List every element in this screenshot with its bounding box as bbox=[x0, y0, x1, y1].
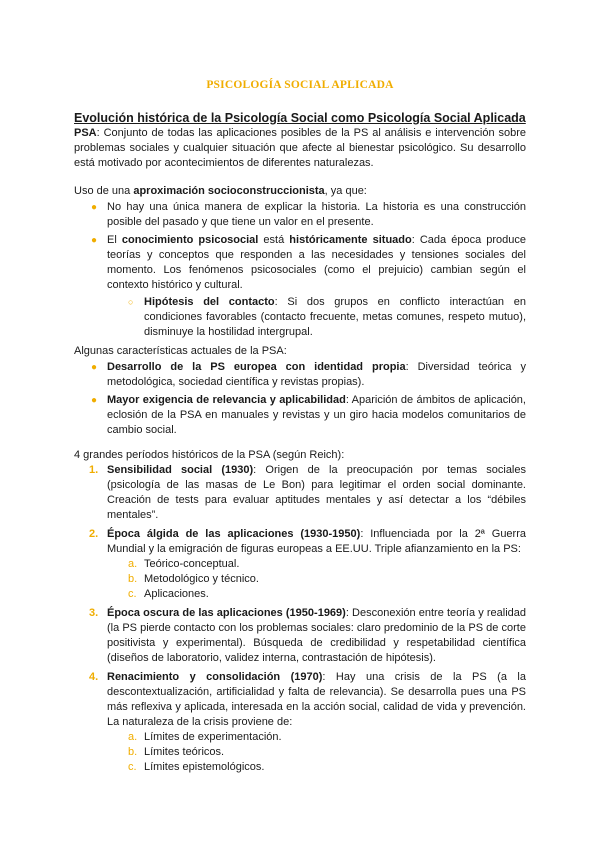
document-title: PSICOLOGÍA SOCIAL APLICADA bbox=[206, 79, 394, 91]
list-item: 3. Época oscura de las aplicaciones (1950-1969): Desconexión entre teoría y realidad (la PS pierde contacto con los problemas sociales: claro predominio de la PS de corte positivista y experimental). Búsqueda de credibilidad y respetabilidad científica (diseños de laboratorio, validez interna, contrastación de hipótesis). bbox=[89, 607, 526, 664]
approach-lead: Uso de una aproximación socioconstruccionista, ya que: bbox=[74, 185, 367, 197]
periods-list bbox=[74, 463, 526, 775]
features-lead: Algunas características actuales de la PSA: bbox=[74, 345, 287, 357]
list-item: b. Límites teóricos. bbox=[128, 746, 225, 758]
list-item: ● No hay una única manera de explicar la historia. La historia es una construcción posible del pasado y que tiene un valor en el presente. bbox=[91, 201, 526, 228]
list-item: 1. Sensibilidad social (1930): Origen de la preocupación por temas sociales (psicología de las masas de Le Bon) para legitimar el orden social dominante. Creación de tests para evaluar aptitudes mentales y así detectar a los “débiles mentales”. bbox=[89, 464, 526, 521]
approach-bullet-list bbox=[74, 200, 526, 340]
list-item: c. Límites epistemológicos. bbox=[128, 761, 265, 773]
circle-bullet-icon: ○ bbox=[128, 297, 134, 307]
list-item: b. Metodológico y técnico. bbox=[128, 573, 259, 585]
intro-paragraph bbox=[74, 126, 526, 171]
section-heading: Evolución histórica de la Psicología Social como Psicología Social Aplicada bbox=[74, 111, 526, 125]
list-item: 2. Época álgida de las aplicaciones (1930-1950): Influenciada por la 2ª Guerra Mundial y la emigración de figuras europeas a EE.UU. Triple afianzamiento en la PS: bbox=[89, 528, 526, 555]
intro-term: PSA bbox=[74, 127, 97, 139]
list-item: c. Aplicaciones. bbox=[128, 588, 209, 600]
list-item: 4. Renacimiento y consolidación (1970): Hay una crisis de la PS (a la descontextualización, artificialidad y falta de relevancia). Se desarrolla pues una PS más reflexiva y aplicada, interesada en la acción social, calidad de vida y prevención. La naturaleza de la crisis proviene de: bbox=[89, 671, 526, 728]
bullet-icon: ● bbox=[91, 235, 98, 246]
list-item: ○ Hipótesis del contacto: Si dos grupos en conflicto interactúan en condiciones favorables (contacto frecuente, metas comunes, respeto mutuo), disminuye la hostilidad intergrupal. bbox=[128, 296, 526, 338]
approach-bold: aproximación socioconstruccionista bbox=[133, 185, 325, 197]
features-bullet-list bbox=[74, 360, 526, 438]
periods-lead: 4 grandes períodos históricos de la PSA (según Reich): bbox=[74, 449, 345, 461]
bullet-icon: ● bbox=[91, 395, 98, 406]
list-item: ● El conocimiento psicosocial está históricamente situado: Cada época produce teorías y conceptos que responden a las necesidades y tensiones sociales del momento. Los fenómenos psicosociales (como el prejuicio) cambian según el contexto histórico y cultural. bbox=[91, 234, 527, 291]
list-item: a. Teórico-conceptual. bbox=[128, 558, 240, 570]
list-item: a. Límites de experimentación. bbox=[128, 731, 282, 743]
bullet-icon: ● bbox=[91, 202, 98, 213]
bullet-icon: ● bbox=[91, 362, 98, 373]
intro-text: : Conjunto de todas las aplicaciones posibles de la PS al análisis e intervención sobre problemas sociales y cualquier situación que afecte al bienestar psicológico. Su desarrollo está motivado por acontecimientos de diferentes naturalezas. bbox=[74, 127, 526, 169]
list-item: ● Mayor exigencia de relevancia y aplicabilidad: Aparición de ámbitos de aplicación, eclosión de la PSA en manuales y revistas y un giro hacia modelos comunitarios de cambio social. bbox=[91, 394, 526, 436]
list-item: ● Desarrollo de la PS europea con identidad propia: Diversidad teórica y metodológica, sociedad científica y revistas propias). bbox=[91, 361, 526, 388]
